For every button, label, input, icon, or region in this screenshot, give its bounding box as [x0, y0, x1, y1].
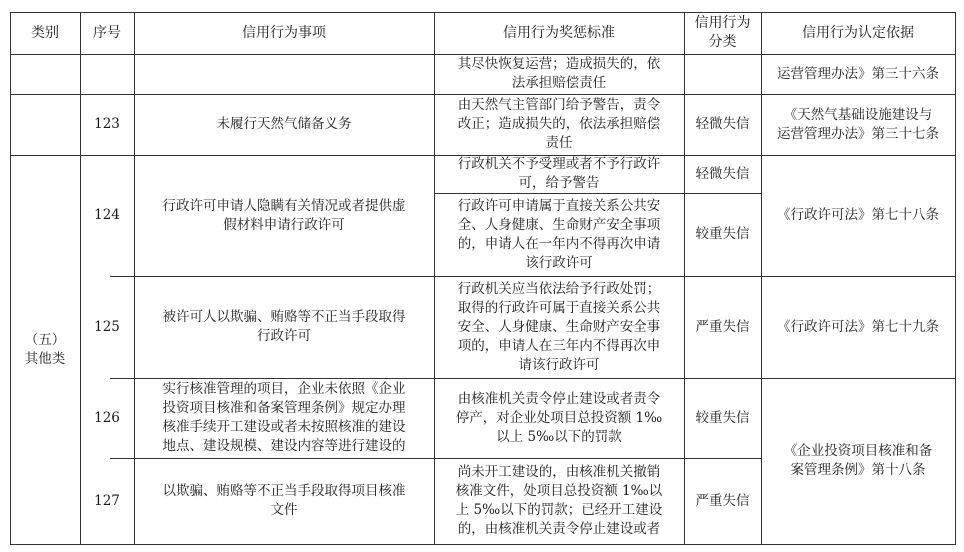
- header-category: 类别: [31, 24, 59, 41]
- row-123-basis: 《天然气基础设施建设与 运营管理办法》第三十七条: [777, 106, 939, 142]
- row-123-seq: 123: [94, 116, 120, 132]
- header-matter: 信用行为事项: [242, 24, 326, 41]
- header-basis: 信用行为认定依据: [802, 24, 914, 41]
- row-126-seq: 126: [94, 409, 120, 426]
- category-other: （五） 其他类: [24, 331, 66, 367]
- header-seq: 序号: [93, 24, 121, 41]
- row-124-standard-a: 行政机关不予受理或者不予行政许 可，给予警告: [457, 156, 661, 191]
- row-124-seq: 124: [94, 207, 120, 223]
- row-123-standard: 由天然气主管部门给予警告，责令 改正；造成损失的，依法承担赔偿 责任: [457, 97, 661, 151]
- row-127-seq: 127: [94, 492, 120, 509]
- row-123-matter: 未履行天然气储备义务: [216, 116, 352, 132]
- header-standard: 信用行为奖惩标准: [503, 24, 615, 41]
- row-125-standard: 行政机关应当依法给予行政处罚； 取得的行政许可属于直接关系公共 安全、人身健康、生命财产安全事 项的，申请人在三年内不得再次申 请该行政许可: [457, 280, 661, 373]
- table-border-bottom: [10, 544, 955, 545]
- row-126-standard: 由核准机关责令停止建设或者责令 停产，对企业处项目总投资额 1‰ 以上 5‰以下的罚款: [455, 390, 663, 445]
- row-124-classification-b: 较重失信: [695, 226, 750, 242]
- row-126-matter: 实行核准管理的项目，企业未依照《企业 投资项目核准和备案管理条例》规定办理 核准手续开工建设或者未按照核准的建设 地点、建设规模、建设内容等进行建设的: [162, 381, 406, 454]
- row-126-127-basis: 《企业投资项目核准和备 案管理条例》第十八条: [783, 443, 933, 478]
- row-124-classification-a: 轻微失信: [695, 165, 750, 182]
- row-125-matter: 被许可人以欺骗、贿赂等不正当手段取得 行政许可: [162, 309, 406, 344]
- cont-basis: 运营管理办法》第三十六条: [777, 65, 939, 82]
- header-classification: 信用行为 分类: [694, 15, 751, 50]
- row-127-standard: 尚未开工建设的，由核准机关撤销 核准文件，处项目总投资额 1‰以 上 5‰以下的罚款；已经开工建设 的，由核准机关责令停止建设或者: [455, 464, 663, 537]
- row-125-seq: 125: [94, 318, 120, 335]
- row-123-classification: 轻微失信: [695, 116, 750, 132]
- table-border-right: [955, 12, 956, 545]
- row-126-classification: 较重失信: [695, 409, 750, 426]
- row-125-basis: 《行政许可法》第七十九条: [777, 318, 939, 335]
- row-124-standard-b: 行政许可申请属于直接关系公共安 全、人身健康、生命财产安全事项 的，申请人在一年内不得再次申请 该行政许可: [457, 197, 661, 271]
- row-124-matter: 行政许可申请人隐瞒有关情况或者提供虚 假材料申请行政许可: [162, 197, 406, 233]
- cont-standard: 其尽快恢复运营；造成损失的，依 法承担赔偿责任: [457, 56, 661, 91]
- row-125-classification: 严重失信: [695, 318, 750, 335]
- row-124-basis: 《行政许可法》第七十八条: [777, 207, 939, 223]
- row-127-matter: 以欺骗、贿赂等不正当手段取得项目核准 文件: [162, 483, 406, 518]
- row-127-classification: 严重失信: [695, 492, 750, 509]
